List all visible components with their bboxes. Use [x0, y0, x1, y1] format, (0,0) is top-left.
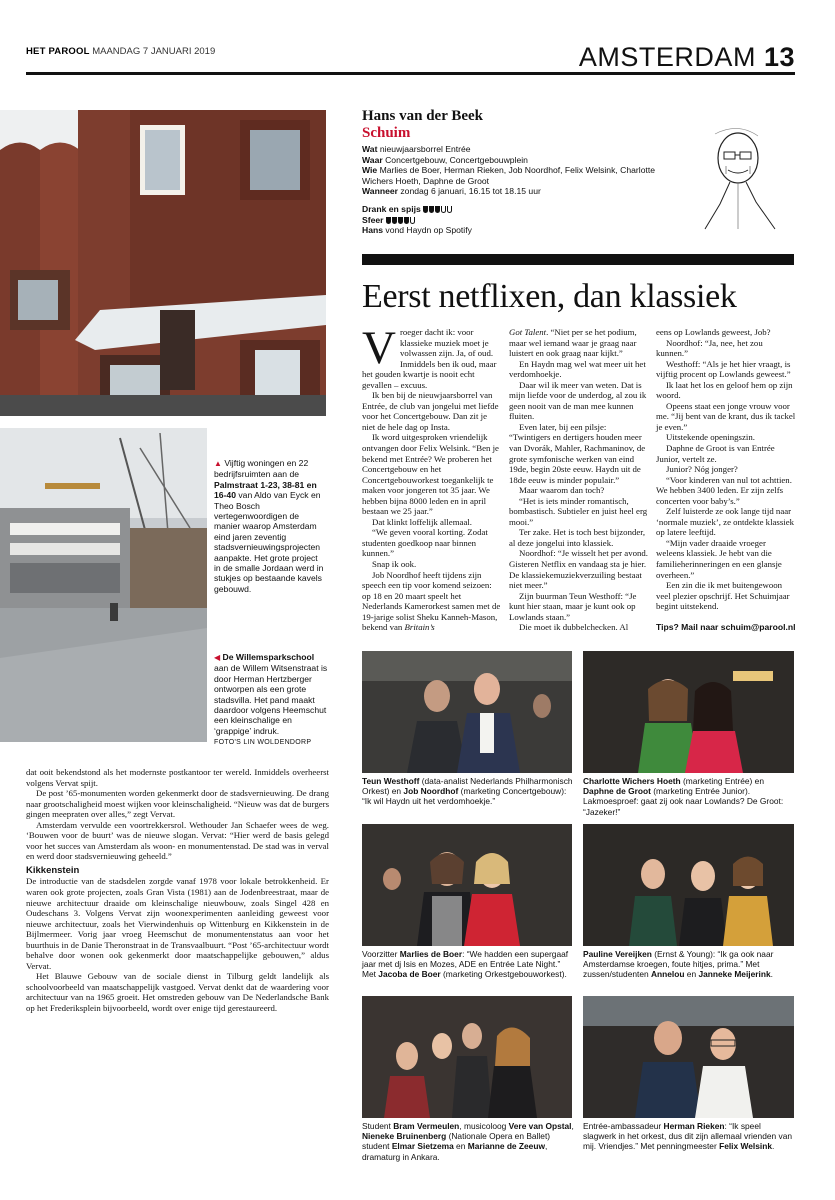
- person-name: Jacoba de Boer: [378, 969, 441, 980]
- article-paragraph: Ter zake. Het is toch best bijzonder, al deze jongelui into klassiek.: [509, 527, 646, 548]
- issue-date: MAANDAG 7 JANUARI 2019: [92, 46, 216, 57]
- caption-text: (marketing Orkestgebouworkest).: [440, 969, 567, 980]
- caption-school-name: De Willemsparkschool: [222, 652, 315, 662]
- meta-wie-label: Wie: [362, 165, 378, 176]
- drank-glasses-icon: [423, 204, 453, 214]
- meta-wat: [362, 144, 662, 155]
- column-author: Hans van der Beek: [362, 108, 483, 124]
- caption-text: Student: [362, 1121, 394, 1131]
- event-photo-3: [362, 824, 572, 946]
- photo-credit: FOTO'S LIN WOLDENDORP: [214, 739, 312, 747]
- article-paragraph: Ik laat het los en geloof hem op zijn woord.: [656, 379, 793, 401]
- left-story-paragraph: De introductie van de stadsdelen zorgde vanaf 1978 voor lokale betrokkenheid. Er waren ook grote projecten, zoals Gran Vista (1981) aan de Jodenbreestraat, maar de nieuwe architectuur draaide om kleinschalige nieuwbouw, zoals Singel 428 en Oudeschans 3. Volgens Vervat zijn woonexperimenten aanleiding geweest voor nieuwe architectuur, zoals het Vierwindenhuis op Wittenburg en Kikkenstein in de Bijlmermeer. Vorig jaar vroeg Heemschut de monumentenstatus aan voor het buurthuis in de Danie Theronstraat in de Transvaalbuurt. “Post ’65-architectuur wordt behalve door wonen ook gekenmerkt door maatschappelijke gebouwen,” aldus Vervat.: [26, 876, 329, 971]
- caption-text: , dramaturg in Ankara.: [362, 1141, 548, 1162]
- event-meta: [362, 144, 662, 197]
- caption-text: (data-analist Nederlands Philharmonisch Orkest) en: [362, 776, 573, 797]
- page-number: 13: [763, 42, 795, 72]
- article-paragraph: En Haydn mag wel wat meer uit het verdomhoekje.: [509, 358, 646, 380]
- event-photo-2: [583, 651, 794, 773]
- column-name: Schuim: [362, 125, 411, 141]
- person-name: Teun Westhoff: [362, 776, 420, 786]
- person-name: Daphne de Groot: [583, 786, 651, 797]
- article-paragraph: Job Noordhof heeft tijdens zijn speech een tip voor komend seizoen: op 18 en 20 maart speelt het Nederlands Kamerorkest samen met de 19-jarige solist Sheku Kanneh-Mason, bekend van: [362, 569, 501, 633]
- caption-text: , musicoloog: [459, 1121, 509, 1131]
- person-name: Elmar Sietzema: [391, 1141, 454, 1152]
- left-story-subhead: Kikkenstein: [26, 864, 80, 876]
- article-paragraph: Noordhof: “Je wisselt het per avond. Gisteren Netflix en vandaag sta je hier. De klassiekemuziekverzuiling bestaat niet meer.”: [509, 548, 648, 591]
- person-name: Marlies de Boer: [399, 949, 463, 959]
- rating-sfeer: [362, 215, 562, 226]
- article-paragraph: Dat klinkt loffelijk allemaal.: [372, 516, 472, 527]
- headline-rule: [362, 254, 794, 265]
- article-paragraph: Een zin die ik met buitengewoon veel plezier opschrijf. Het Schuimjaar begint uitstekend.: [656, 580, 790, 612]
- meta-waar-value: Concertgebouw, Concertgebouwplein: [385, 154, 528, 165]
- event-photo-5: [362, 996, 572, 1118]
- photo-willemsparkschool: [0, 428, 207, 742]
- article-paragraph: “Het is iets minder romantisch, bombastisch. Subtieler en juist heel erg mooi.”: [509, 495, 648, 527]
- person-name: Marianne de Zeeuw: [467, 1141, 545, 1152]
- rating-hans-value: vond Haydn op Spotify: [385, 225, 472, 236]
- event-photo-1: [362, 651, 572, 773]
- masthead-left: [26, 46, 215, 57]
- event-caption-6: [583, 1121, 795, 1152]
- meta-wanneer: [362, 186, 662, 197]
- meta-wat-value: nieuwjaarsborrel Entrée: [379, 144, 471, 154]
- event-caption-2: [583, 776, 795, 817]
- caption-text: (Nationale Opera en Ballet) student: [362, 1131, 551, 1152]
- article-paragraph: Ik ben bij de nieuwjaarsborrel van Entrée, de club van jongelui met liefde voor het Concertgebouw. Dan zit je niet de hele dag op Insta.: [362, 390, 499, 432]
- event-photo-6: [583, 996, 794, 1118]
- meta-wanneer-value: zondag 6 januari, 16.15 tot 18.15 uur: [400, 186, 541, 197]
- glass-icon: [429, 206, 434, 213]
- glass-icon: [398, 217, 403, 224]
- ratings: [362, 204, 562, 236]
- arrow-up-icon: ▲: [214, 459, 222, 468]
- photo-palmstraat: [0, 110, 326, 416]
- article-paragraph: Daar wil ik meer van weten. Dat is mijn liefde voor de underdog, al zou ik geen nooit van de man mee kunnen fluiten.: [509, 379, 647, 422]
- caption-text: ,: [571, 1121, 574, 1131]
- caption-willemsparkschool: [214, 652, 328, 749]
- article-column-3: [656, 327, 796, 612]
- event-caption-1: [362, 776, 574, 807]
- article-paragraph: Even later, bij een pilsje: “Twintigers en dertigers houden meer van Dvorák, Mahler, Rachmaninov, de grote symfonische werken van eind 19de, begin 20ste eeuw. Haydn uit de 18de eeuw is minder populair.”: [509, 421, 646, 485]
- glass-icon: [441, 206, 446, 213]
- person-name: Job Noordhof: [403, 786, 459, 797]
- glass-icon: [423, 206, 428, 213]
- article-paragraph: Westhoff: “Als je het hier vraagt, is vijftig procent op Lowlands geweest.”: [656, 358, 791, 380]
- glass-icon: [386, 217, 391, 224]
- article-paragraph: “Voor kinderen van nul tot achttien. We hebben 3400 leden. Er zijn zelfs concerten voor baby’s.”: [656, 474, 792, 506]
- paper-name: HET PAROOL: [26, 46, 90, 57]
- person-name: Pauline Vereijken: [583, 949, 652, 959]
- glass-icon: [410, 217, 415, 224]
- article-paragraph: Snap ik ook.: [372, 559, 417, 570]
- caption-text: : “Ik speel slagwerk in het orkest, dus dit zijn allemaal vrienden van mij. Vriendjes.” Met penningmeester: [583, 1121, 793, 1152]
- article-paragraph: “We geven vooral korting. Zodat studenten goedkoop naar binnen kunnen.”: [362, 527, 488, 559]
- person-name: Janneke Meijerink: [698, 969, 771, 980]
- meta-wanneer-label: Wanneer: [362, 186, 398, 197]
- rating-hans: [362, 225, 562, 236]
- glass-icon: [392, 217, 397, 224]
- caption-text: .: [772, 1141, 775, 1152]
- glass-icon: [447, 206, 452, 213]
- article-paragraph: Ik word uitgesproken vriendelijk ontvangen door Felix Welsink. “Ben je bekend met Entrée? We proberen het Concertgebouw en het Concertgebouworkest toegankelijk te maken voor jongeren tot 35 jaar. We hebben bijna 8000 leden en in april bestaan we 25 jaar.”: [362, 432, 499, 517]
- article-paragraph: Zelf luisterde ze ook lange tijd naar ‘normale muziek’, ze ontdekte klassiek op latere leeftijd.: [656, 506, 795, 538]
- caption-text: Entrée-ambassadeur: [583, 1121, 664, 1131]
- article-paragraph: roeger dacht ik: voor klassieke muziek moet je volwassen zijn. Ja, of oud. Inmiddels ben ik oud, maar het gouden kwartje is nooit echt gevallen – excuus.: [362, 327, 497, 390]
- caption-palmstraat-text-a: Vijftig woningen en 22 bedrijfsruimten aan de: [214, 458, 309, 480]
- left-story-paragraph: dat ooit bekendstond als het modernste postkantoor ter wereld. Inmiddels overheerst volgens Vervat spijt.: [26, 767, 329, 788]
- article-paragraph: Daphne de Groot is van Entrée Junior, vertelt ze.: [656, 443, 775, 464]
- article-paragraph: . “Niet per se het podium, maar wel iemand waar je graag naar luistert en ook graag naar kijkt.”: [509, 327, 637, 359]
- left-story-body: [26, 767, 329, 1014]
- meta-waar-label: Waar: [362, 154, 383, 165]
- rating-sfeer-label: Sfeer: [362, 214, 384, 225]
- masthead-right: [579, 42, 795, 73]
- left-story-paragraph: Het Blauwe Gebouw van de sociale dienst in Tilburg geldt landelijk als schoolvoorbeeld van maatschappelijk vastgoed. Vervat denkt dat de waardering voor architectuur van na 1965 groeit. Het omstreden gebouw van De Nederlandsche Bank op het Frederiksplein bijvoorbeeld, wordt over enige tijd gerestaureerd.: [26, 971, 329, 1014]
- rating-drank-label: Drank en spijs: [362, 204, 421, 214]
- article-paragraph: Uitstekende openingszin.: [666, 432, 755, 443]
- event-caption-5: [362, 1121, 574, 1162]
- caption-text: en: [684, 969, 699, 980]
- person-name: Bram Vermeulen: [393, 1121, 460, 1131]
- glass-icon: [404, 217, 409, 224]
- headline: Eerst netflixen, dan klassiek: [362, 278, 737, 315]
- section-name: AMSTERDAM: [578, 42, 756, 72]
- rating-drank: [362, 204, 562, 215]
- article-column-1: [362, 322, 502, 633]
- arrow-left-icon: ◀: [214, 653, 221, 662]
- caption-text: : “We hadden een supergaaf jaar met dj Isis en Mozes, ADE en Entrée Late Night.” Met: [362, 949, 569, 980]
- article-paragraph: Opeens staat een jonge vrouw voor me. “Jij bent van de krant, dus ik tackel je even.”: [656, 400, 796, 432]
- article-paragraph: Die moet ik dubbelchecken. Al: [519, 622, 629, 633]
- event-caption-3: [362, 949, 574, 980]
- tips-email-link[interactable]: Tips? Mail naar schuim@parool.nl: [656, 622, 796, 632]
- caption-school-text: aan de Willem Witsenstraat is door Herman Hertzberger ontworpen als een grote stadsvilla. Het pand maakt daardoor volgens Heemschut een kleinschalige en ‘grappige’ indruk.: [214, 663, 328, 736]
- meta-wie: [362, 165, 662, 186]
- article-paragraph: Noordhof: “Ja, nee, het zou kunnen.”: [656, 337, 763, 359]
- article-paragraph: Zijn buurman Teun Westhoff: “Je kunt hier staan, maar je kunt ook op Lowlands staan.”: [509, 590, 637, 622]
- person-name: Vere van Opstal: [508, 1121, 572, 1131]
- article-italic-got-talent: Got Talent: [509, 327, 547, 337]
- left-story-paragraph: De post ’65-monumenten worden gekenmerkt door de stadsvernieuwing. De drang naar grootschaligheid moest wijken voor kleinschaligheid. “Nieuw was dat de burgers gingen meepraten over alles,” zegt Vervat.: [26, 788, 330, 820]
- glass-icon: [435, 206, 440, 213]
- meta-waar: [362, 155, 662, 166]
- article-paragraph: eens op Lowlands geweest, Job?: [656, 327, 771, 337]
- caption-text: Voorzitter: [362, 949, 400, 959]
- caption-palmstraat: [214, 458, 326, 594]
- person-name: Herman Rieken: [663, 1121, 725, 1131]
- person-name: Nieneke Bruinenberg: [362, 1131, 447, 1142]
- person-name: Felix Welsink: [719, 1141, 772, 1152]
- caption-text: (marketing Entrée Junior). Lakmoesproef: gaat zij ook naar Lowlands? De Groot: “Jazeker!”: [583, 786, 784, 817]
- caption-text: (marketing Concertgebouw): “Ik wil Haydn uit het verdomhoekje.”: [362, 786, 567, 807]
- person-name: Annelou: [650, 969, 685, 980]
- caption-text: .: [770, 969, 773, 980]
- rating-hans-label: Hans: [362, 225, 384, 236]
- event-caption-4: [583, 949, 795, 980]
- article-italic-britains: Britain’s: [404, 622, 435, 633]
- meta-wat-label: Wat: [362, 144, 378, 154]
- drop-cap: V: [362, 322, 396, 374]
- masthead-rule: [26, 72, 795, 75]
- left-story-paragraph: Amsterdam vervulde een voortrekkersrol. Wethouder Jan Schaefer wees de weg. ‘Bouwen voor de buurt’ was de nieuwe slogan. Vervat: “Hier werd de basis gelegd voor het succes van Amsterdam als woon- en monumentenstad. De stad was in verval en werd door stadsvernieuwing geheeld.”: [26, 819, 329, 862]
- article-paragraph: “Mijn vader draaide vroeger weleens klassiek. Je hebt van die familieherinneringen en een glansje overheen.”: [656, 537, 782, 580]
- event-photo-4: [583, 824, 794, 946]
- article-paragraph: Junior? Nóg jonger?: [666, 464, 738, 475]
- article-column-2: [509, 327, 649, 633]
- person-name: Charlotte Wichers Hoeth: [583, 776, 681, 786]
- sfeer-glasses-icon: [386, 215, 416, 225]
- meta-wie-value: Marlies de Boer, Herman Rieken, Job Noordhof, Felix Welsink, Charlotte Wichers Hoeth, Daphne de Groot: [362, 165, 656, 186]
- caption-text: (Ernst & Young): “Ik ga ook naar Amsterdamse kroegen, foute hitjes, prima.” Met zussen/studenten: [583, 949, 774, 980]
- caption-palmstraat-text-b: van Aldo van Eyck en Theo Bosch vertegenwoordigen de manier waarop Amsterdam eind jaren zeventig stadsvernieuwingsprojecten aanpakte. Het grote project in de smalle Jordaan werd in stukjes op bestaande kavels gebouwd.: [214, 490, 324, 594]
- caption-text: (marketing Entrée) en: [680, 776, 764, 786]
- caption-palmstraat-address: Palmstraat 1-23, 38-81 en 16-40: [214, 479, 317, 501]
- article-paragraph: Maar waarom dan toch?: [519, 485, 605, 496]
- caption-text: en: [453, 1141, 468, 1152]
- author-portrait-sketch: [700, 124, 778, 234]
